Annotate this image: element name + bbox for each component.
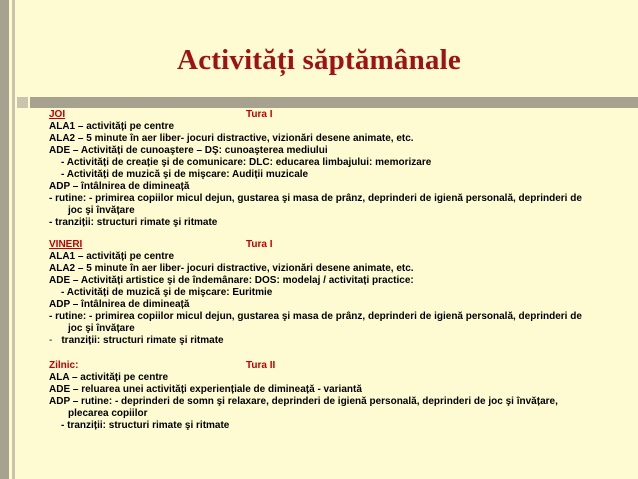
line: ALA1 – activități pe centre [49,251,175,262]
line [49,335,632,347]
line-indented: - Activități de muzică şi de mişcare: Euritmie [61,287,273,298]
line-part: ADP – rutine: - deprinderi de somn şi relaxare, deprinderi de igienă personală, deprinderi de joc şi învățare, [49,396,558,407]
dash: - [49,335,53,346]
tura-label: Tura I [246,109,273,120]
line-indented: - tranziții: structuri rimate şi ritmate [61,420,230,431]
line-part: - rutine: - primirea copiilor micul dejun, gustarea şi masa de prânz, deprinderi de igienă personală, deprinderi de [49,311,582,322]
line-part: tranziții: structuri rimate şi ritmate [61,335,224,346]
content-area [49,109,632,432]
day-label: VINERI [49,239,83,250]
tura-label: Tura I [246,239,273,250]
line-wrapped [49,311,632,335]
line: ALA2 – 5 minute în aer liber- jocuri distractive, vizionări desene animate, etc. [49,263,414,274]
line-wrapped [49,193,632,217]
line: ALA1 – activități pe centre [49,121,175,132]
line: ADP – întâlnirea de dimineață [49,299,190,310]
block-header-vineri [49,239,632,251]
line-continuation: plecarea copiilor [68,408,148,419]
tura-label: Tura II [246,360,276,371]
block-header-joi [49,109,632,121]
line-wrapped [49,396,632,420]
line: ADE – Activități de cunoaştere – DŞ: cunoaşterea mediului [49,145,328,156]
title-band-square [17,97,28,108]
line: ADE – reluarea unei activități experiențiale de dimineață - variantă [49,384,362,395]
line-continuation: joc şi învățare [68,323,135,334]
line-indented: - Activități de muzică şi de mişcare: Audiții muzicale [61,169,309,180]
line: ALA2 – 5 minute în aer liber- jocuri distractive, vizionări desene animate, etc. [49,133,414,144]
line-indented: - Activități de creație şi de comunicare: DLC: educarea limbajului: memorizare [61,157,432,168]
block-header-zilnic [49,360,632,372]
line-part: - rutine: - primirea copiilor micul dejun, gustarea şi masa de prânz, deprinderi de igienă personală, deprinderi de [49,193,582,204]
line: ADE – Activități artistice şi de îndemânare: DOS: modelaj / activitați practice: [49,275,414,286]
line-continuation: joc şi învățare [68,205,135,216]
day-label: JOI [49,109,66,120]
day-label: Zilnic: [49,360,79,371]
line: ALA – activități pe centre [49,372,169,383]
page-title: Activități săptămânale [177,44,461,76]
title-band [30,97,638,108]
line: - tranziții: structuri rimate şi ritmate [49,217,218,228]
line: ADP – întâlnirea de dimineață [49,181,190,192]
